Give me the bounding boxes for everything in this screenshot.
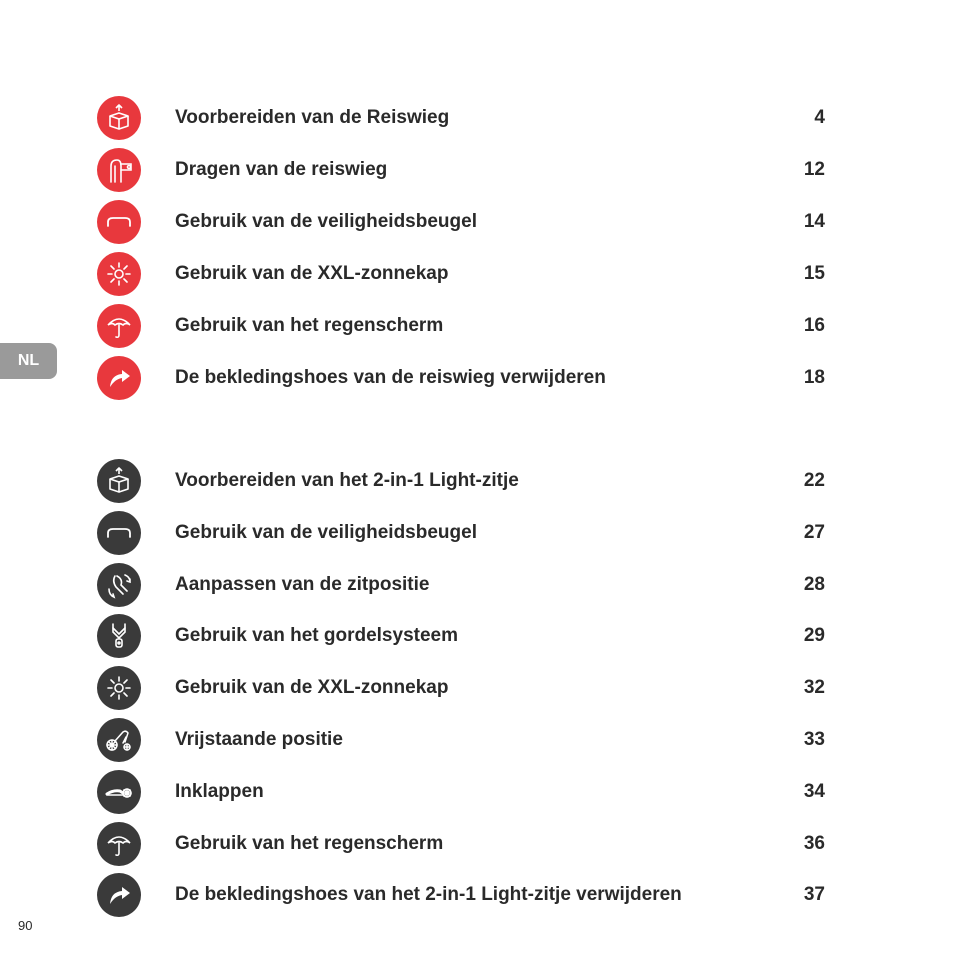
entry-page: 18 (803, 367, 825, 388)
toc-entry[interactable] (97, 613, 837, 659)
toc-entry[interactable] (97, 872, 837, 918)
toc-entry[interactable] (97, 458, 837, 504)
stroller-standing-icon (97, 718, 141, 762)
entry-title: De bekledingshoes van de reiswieg verwijderen (175, 367, 606, 388)
toc-entry[interactable] (97, 769, 837, 815)
page-number: 90 (18, 918, 33, 933)
entry-title: Gebruik van de XXL-zonnekap (175, 677, 449, 698)
language-tab-label: NL (17, 352, 40, 369)
entry-title: Gebruik van de veiligheidsbeugel (175, 211, 477, 232)
toc-entry[interactable] (97, 355, 837, 401)
entry-page: 33 (803, 729, 825, 750)
toc-entry[interactable] (97, 251, 837, 297)
entry-page: 37 (803, 884, 825, 905)
sun-icon (97, 666, 141, 710)
entry-page: 12 (803, 159, 825, 180)
toc-entry[interactable] (97, 665, 837, 711)
entry-page: 29 (803, 625, 825, 646)
toc-entry[interactable] (97, 95, 837, 141)
entry-page: 28 (803, 574, 825, 595)
box-arrow-up-icon (97, 96, 141, 140)
curved-arrow-icon (97, 356, 141, 400)
entry-page: 22 (803, 470, 825, 491)
sun-icon (97, 252, 141, 296)
entry-title: Dragen van de reiswieg (175, 159, 388, 180)
harness-icon (97, 614, 141, 658)
umbrella-icon (97, 822, 141, 866)
entry-page: 27 (803, 522, 825, 543)
toc-entry[interactable] (97, 510, 837, 556)
entry-page: 34 (803, 781, 825, 802)
entry-page: 4 (814, 107, 825, 128)
umbrella-icon (97, 304, 141, 348)
entry-title: De bekledingshoes van het 2-in-1 Light-zitje verwijderen (175, 884, 682, 905)
entry-page: 36 (803, 833, 825, 854)
entry-page: 32 (803, 677, 825, 698)
toc-entry[interactable] (97, 821, 837, 867)
language-tab (0, 343, 57, 379)
recline-seat-icon (97, 563, 141, 607)
entry-page: 14 (803, 211, 825, 232)
entry-page: 16 (803, 315, 825, 336)
folded-stroller-icon (97, 770, 141, 814)
toc-entry[interactable] (97, 717, 837, 763)
toc-entry[interactable] (97, 147, 837, 193)
entry-title: Gebruik van de veiligheidsbeugel (175, 522, 477, 543)
safety-bar-icon (97, 511, 141, 555)
entry-page: 15 (803, 263, 825, 284)
toc-entry[interactable] (97, 199, 837, 245)
entry-title: Voorbereiden van de Reiswieg (175, 107, 450, 128)
curved-arrow-icon (97, 873, 141, 917)
entry-title: Gebruik van het gordelsysteem (175, 625, 458, 646)
safety-bar-icon (97, 200, 141, 244)
entry-title: Voorbereiden van het 2-in-1 Light-zitje (175, 470, 519, 491)
toc-entry[interactable] (97, 562, 837, 608)
entry-title: Gebruik van het regenscherm (175, 833, 444, 854)
toc-entry[interactable] (97, 303, 837, 349)
box-arrow-up-icon (97, 459, 141, 503)
entry-title: Vrijstaande positie (175, 729, 343, 750)
carry-handle-icon (97, 148, 141, 192)
entry-title: Gebruik van de XXL-zonnekap (175, 263, 449, 284)
entry-title: Gebruik van het regenscherm (175, 315, 444, 336)
entry-title: Aanpassen van de zitpositie (175, 574, 430, 595)
entry-title: Inklappen (175, 781, 264, 802)
